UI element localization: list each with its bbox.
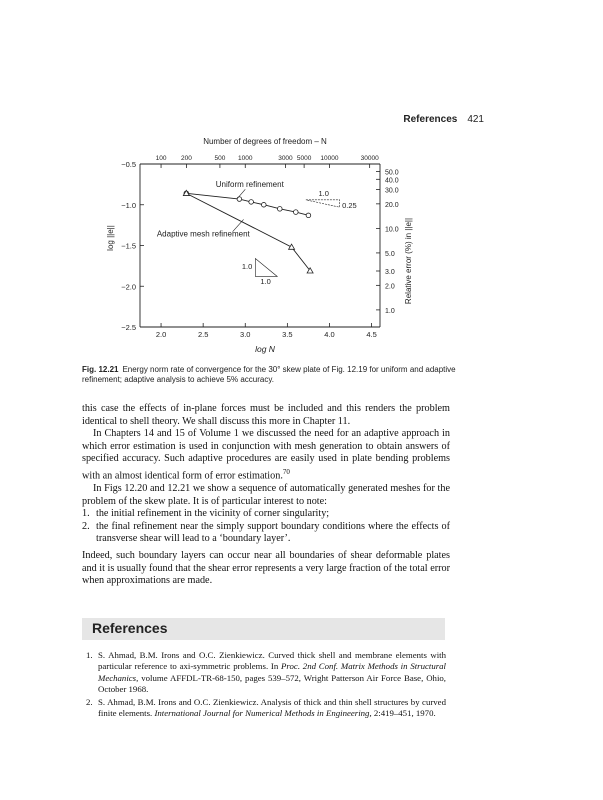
paragraph-1: this case the effects of in-plane forces must be included and this renders the problem identical to shell theory. We shall discuss this more in Chapter 11. (82, 403, 450, 427)
y-tick-label: −2.0 (121, 282, 136, 292)
x-tick-label: 2.5 (197, 330, 209, 339)
right-tick-label: 10.0 (385, 226, 399, 234)
right-tick-label: 5.0 (385, 250, 395, 258)
right-tick-label: 30.0 (385, 187, 399, 195)
list-number: 1. (82, 508, 90, 520)
slope-uniform-run-label: 1.0 (318, 188, 329, 198)
paragraph-2 (82, 428, 450, 483)
paragraph-4: Indeed, such boundary layers can occur near all boundaries of shear deformable plates and it is usually found that the shear error represents a very large fraction of the total error when approximations are made. (82, 549, 450, 587)
list-number: 2. (82, 520, 90, 532)
uniform-refinement-label: Uniform refinement (215, 179, 284, 189)
data-point-circle (249, 200, 254, 205)
x-tick-label: 2.0 (155, 330, 167, 339)
reference-item (82, 650, 446, 696)
right-tick-label: 1.0 (385, 307, 395, 315)
citation-ref: 70 (282, 467, 290, 476)
numbered-list (82, 508, 450, 546)
header-section: References (403, 114, 458, 125)
data-point-circle (306, 213, 311, 218)
running-header (0, 114, 484, 125)
y-tick-label: −2.5 (121, 323, 136, 332)
data-point-circle (261, 202, 266, 207)
top-tick-label: 3000 (278, 155, 293, 162)
references-heading: References (92, 620, 168, 636)
adaptive-refinement-label: Adaptive mesh refinement (156, 229, 250, 239)
reference-list (82, 650, 446, 720)
page-number: 421 (467, 114, 484, 125)
x-tick-label: 3.0 (240, 330, 251, 339)
x-tick-label: 4.5 (366, 330, 377, 339)
slope-triangle-adaptive (255, 259, 277, 277)
slope-adaptive-run-label: 1.0 (260, 276, 271, 286)
reference-venue: Proc. 2nd Conf. Matrix Methods in Structural Mechanics (98, 661, 446, 683)
data-point-circle (293, 210, 298, 215)
slope-uniform-rise-label: 0.25 (342, 201, 357, 211)
caption-text: Energy norm rate of convergence for the 30° skew plate of Fig. 12.19 for uniform and adaptive refinement; adaptive analysis to achieve 5% accuracy. (82, 365, 456, 384)
top-tick-label: 30000 (360, 155, 379, 162)
convergence-chart (100, 133, 420, 359)
list-text: the final refinement near the simply support boundary conditions where the effects of transverse shear will lead to a ‘boundary layer’. (96, 520, 450, 545)
data-point-circle (237, 197, 242, 202)
top-tick-label: 1000 (238, 155, 253, 162)
data-point-triangle (289, 244, 295, 249)
y-tick-label: −1.5 (121, 241, 136, 251)
paragraph-3: In Figs 12.20 and 12.21 we show a sequence of automatically generated meshes for the problem of the skew plate. It is of particular interest to note: (82, 482, 450, 507)
top-tick-label: 10000 (320, 155, 339, 162)
top-axis-label: Number of degrees of freedom – N (203, 137, 327, 146)
reference-details: , volume AFFDL-TR-68-150, pages 539–572, Wright Patterson Air Force Base, Ohio, October 1968. (98, 672, 446, 695)
slope-triangle-uniform (306, 200, 340, 207)
uniform-refinement-line (186, 193, 308, 215)
paragraph-2-text: In Chapters 14 and 15 of Volume 1 we discussed the need for an adaptive approach in which error estimation is used in conjunction with mesh generation to obtain answers of specified accuracy. Such adaptive procedures are easily used in plate bending problems with an almost identical form of error estimation. (82, 428, 450, 482)
right-tick-label: 2.0 (385, 283, 395, 291)
body-text (82, 403, 450, 588)
list-text: the initial refinement in the vicinity of corner singularity; (96, 508, 330, 520)
right-tick-label: 50.0 (385, 169, 399, 177)
right-tick-label: 20.0 (385, 201, 399, 209)
x-tick-label: 3.5 (282, 330, 293, 339)
top-tick-label: 500 (214, 155, 226, 162)
x-axis-label: log N (255, 344, 275, 354)
figure-label: Fig. 12.21 (82, 365, 119, 374)
reference-text: S. Ahmad, B.M. Irons and O.C. Zienkiewicz. Analysis of thick and thin shell structures by curved finite elements. (98, 696, 446, 719)
list-item (82, 508, 450, 521)
reference-number: 1. (86, 650, 93, 660)
right-axis-label: Relative error (%) in ||e|| (404, 217, 413, 305)
right-tick-label: 3.0 (385, 268, 395, 276)
data-point-circle (277, 207, 282, 212)
y-axis-label: log ||e|| (106, 225, 115, 251)
reference-text: S. Ahmad, B.M. Irons and O.C. Zienkiewicz. Curved thick shell and membrane elements with particular reference to axi-symmetric problems. In (98, 650, 446, 672)
figure-caption (82, 365, 457, 385)
reference-details: , 2:419–451, 1970. (369, 708, 436, 719)
slope-adaptive-rise-label: 1.0 (241, 262, 253, 272)
list-item (82, 521, 450, 546)
right-tick-label: 40.0 (385, 177, 399, 185)
top-tick-label: 200 (180, 155, 192, 162)
references-heading-bar (82, 618, 445, 640)
top-tick-label: 5000 (296, 155, 312, 162)
reference-item (82, 697, 446, 720)
reference-number: 2. (86, 696, 93, 707)
x-tick-label: 4.0 (324, 330, 335, 339)
top-tick-label: 100 (155, 155, 167, 162)
y-tick-label: −0.5 (121, 160, 136, 169)
reference-venue: International Journal for Numerical Methods in Engineering (154, 708, 370, 719)
y-tick-label: −1.0 (121, 200, 136, 210)
